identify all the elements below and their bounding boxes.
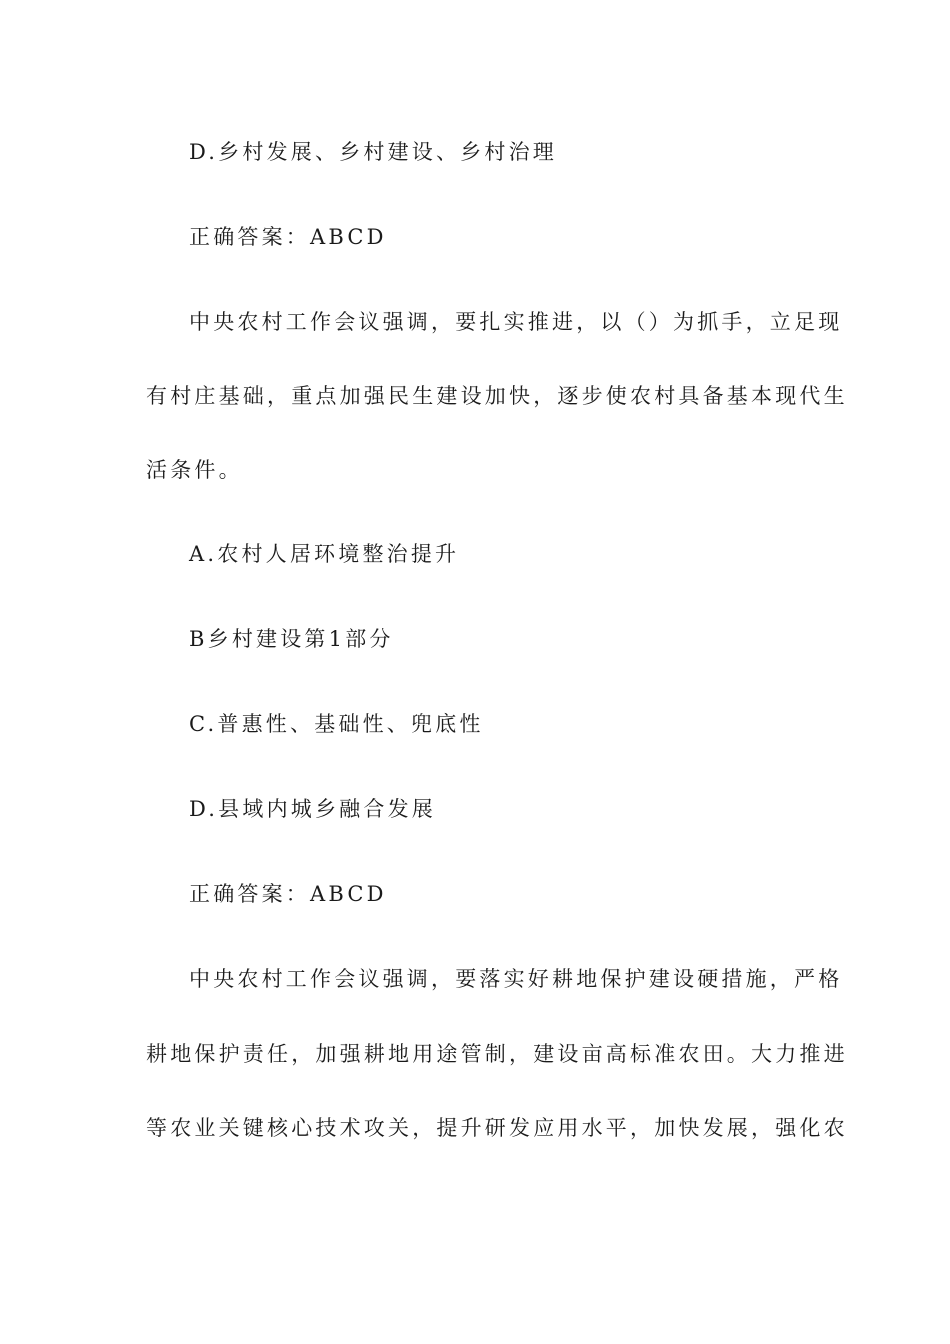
answer-line: 正确答案：ABCD — [189, 225, 387, 249]
question-line-2: 有村庄基础，重点加强民生建设加快，逐步使农村具备基本现代生 — [146, 384, 848, 408]
option-c-line: C.普惠性、基础性、兜底性 — [189, 712, 484, 736]
option-a-line: A.农村人居环境整治提升 — [189, 542, 460, 566]
option-d-line: D.乡村发展、乡村建设、乡村治理 — [189, 140, 557, 164]
option-b-line: B乡村建设第1部分 — [189, 627, 394, 651]
option-d-line-2: D.县域内城乡融合发展 — [189, 797, 436, 821]
answer-line-2: 正确答案：ABCD — [189, 882, 387, 906]
question-2-line-3: 等农业关键核心技术攻关，提升研发应用水平，加快发展，强化农 — [146, 1116, 848, 1140]
question-2-line-2: 耕地保护责任，加强耕地用途管制，建设亩高标准农田。大力推进 — [146, 1042, 848, 1066]
question-line-1: 中央农村工作会议强调，要扎实推进，以（）为抓手，立足现 — [189, 310, 843, 334]
question-line-3: 活条件。 — [146, 458, 243, 482]
question-2-line-1: 中央农村工作会议强调，要落实好耕地保护建设硬措施，严格 — [189, 967, 843, 991]
